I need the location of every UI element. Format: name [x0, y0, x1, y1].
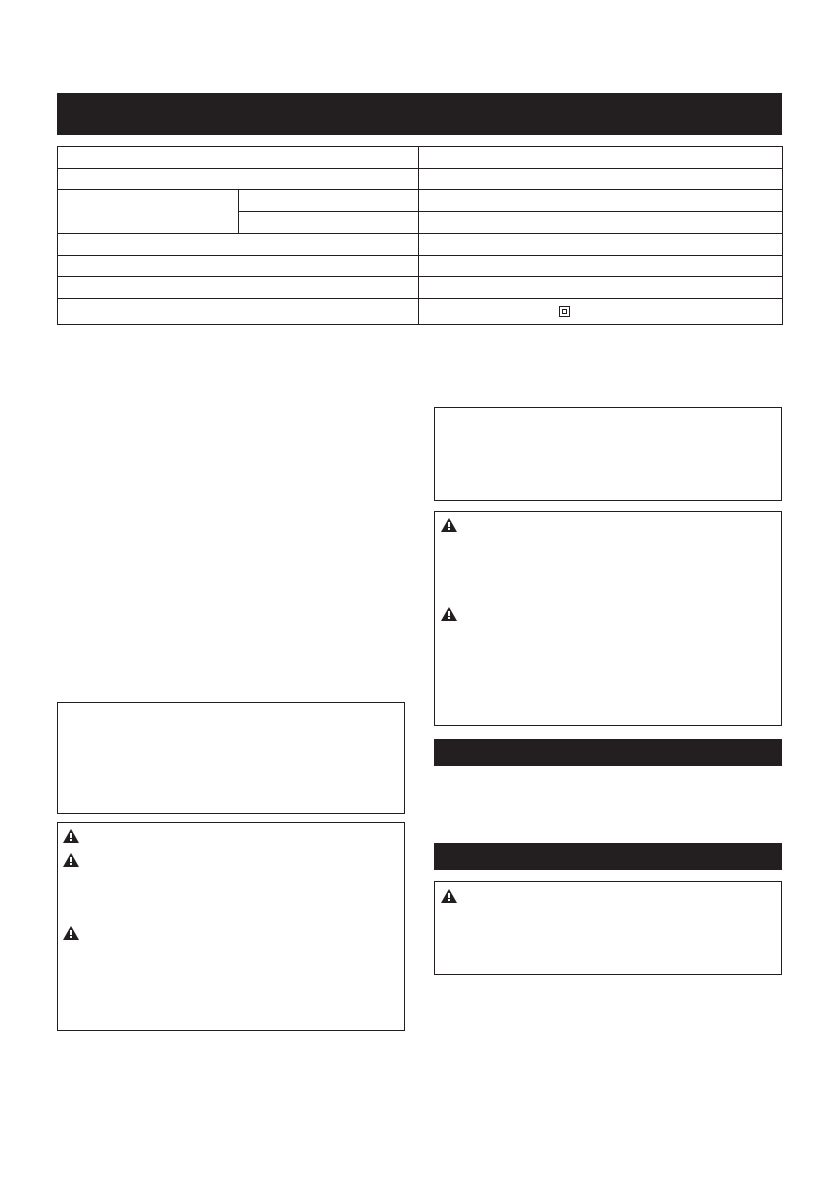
- spec-label: [58, 190, 239, 233]
- spec-value: [419, 190, 783, 212]
- spec-value-safety-class: [419, 299, 783, 325]
- left-warning-box: [57, 822, 405, 1031]
- warning-icon: [441, 518, 457, 532]
- table-row: [58, 299, 783, 325]
- spec-value: [419, 212, 783, 234]
- table-row: [58, 190, 783, 212]
- spec-label: [58, 168, 419, 190]
- spec-label: [58, 277, 419, 299]
- spec-value: [419, 255, 783, 277]
- warning-icon: [441, 889, 457, 903]
- spec-value: [419, 277, 783, 299]
- spec-sublabel: [239, 190, 419, 212]
- right-warning-box: [434, 511, 782, 726]
- table-row: [58, 168, 783, 190]
- table-row: [58, 233, 783, 255]
- right-note-box: [434, 407, 782, 501]
- spec-value: [419, 233, 783, 255]
- section-bar: [434, 843, 782, 870]
- spec-label: [58, 147, 419, 169]
- spec-label: [58, 299, 419, 325]
- spec-value: [419, 147, 783, 169]
- double-insulation-icon: [559, 306, 570, 317]
- spec-label: [58, 233, 419, 255]
- spec-label: [58, 255, 419, 277]
- section-bar: [434, 739, 782, 766]
- table-row: [58, 255, 783, 277]
- table-row: [58, 277, 783, 299]
- warning-icon: [63, 853, 79, 867]
- left-note-box: [57, 702, 405, 814]
- spec-sublabel: [239, 212, 419, 234]
- specifications-table: [57, 146, 783, 325]
- right-warning-box-2: [434, 881, 782, 975]
- spec-value: [419, 168, 783, 190]
- warning-icon: [441, 607, 457, 621]
- warning-icon: [63, 926, 79, 940]
- header-bar: [57, 93, 782, 135]
- warning-icon: [63, 829, 79, 843]
- table-row: [58, 147, 783, 169]
